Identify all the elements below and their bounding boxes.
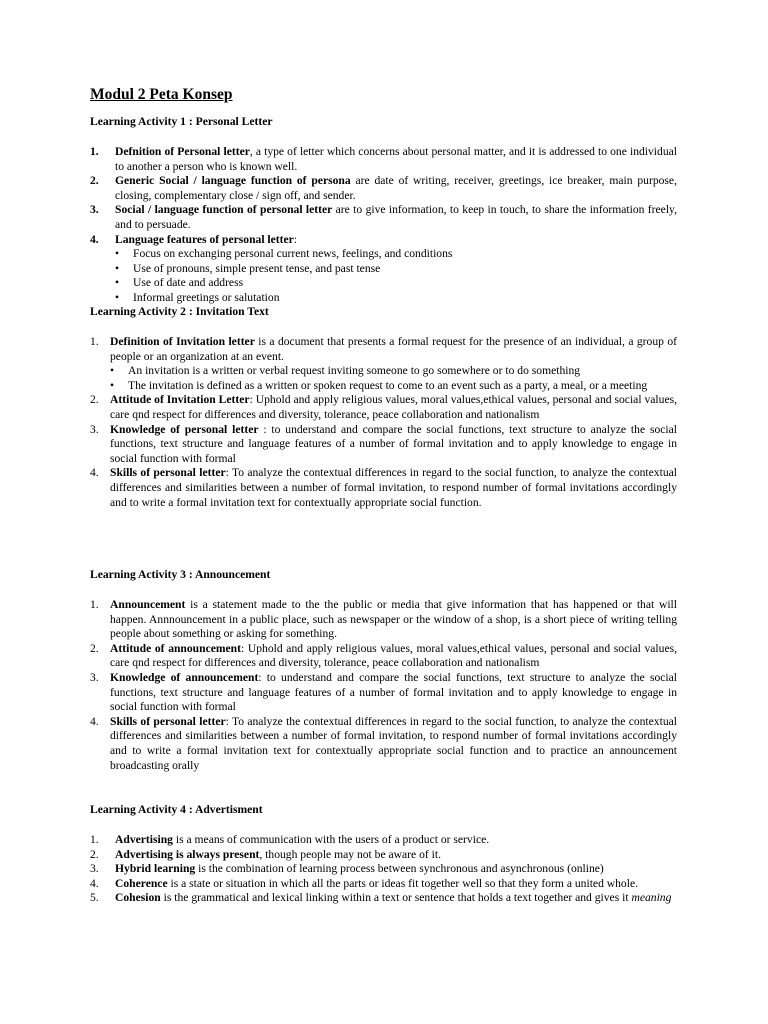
item-term: Generic Social / language function of persona xyxy=(115,174,351,188)
list-item xyxy=(90,335,677,393)
item-term: Cohesion xyxy=(115,891,161,905)
list-item xyxy=(90,203,677,232)
item-number: 1. xyxy=(90,145,99,158)
list-item xyxy=(90,877,677,892)
list-item xyxy=(90,715,677,773)
item-term: Coherence xyxy=(115,876,168,890)
section-heading-la4: Learning Activity 4 : Advertisment xyxy=(90,803,263,816)
bullet-icon: • xyxy=(110,364,115,378)
bullet-list xyxy=(110,364,677,393)
bullet-icon: • xyxy=(115,276,120,290)
page-title: Modul 2 Peta Konsep xyxy=(90,86,233,103)
item-emphasis: meaning xyxy=(631,891,672,905)
item-term: Social / language function of personal letter xyxy=(115,203,333,217)
item-term: Language features of personal letter xyxy=(115,232,294,246)
item-number: 3. xyxy=(90,862,99,876)
item-text: : to understand and compare the social functions, text structure to analyze the social functions, text structure and language features of a number of formal invitation and to apply knowledge to engage in social function with formal xyxy=(110,422,677,465)
item-term: Advertising xyxy=(115,833,173,846)
list-item xyxy=(90,423,677,467)
item-number: 4. xyxy=(90,232,99,246)
list-item xyxy=(90,598,677,642)
la2-list xyxy=(90,335,677,510)
list-item xyxy=(90,174,677,203)
item-number: 2. xyxy=(90,847,99,861)
item-text: is the grammatical and lexical linking within a text or sentence that holds a text together and gives it xyxy=(160,891,632,905)
item-number: 3. xyxy=(90,670,99,684)
bullet-item: • Use of pronouns, simple present tense, and past tense xyxy=(115,261,381,275)
list-item xyxy=(90,466,677,510)
item-number: 4. xyxy=(90,876,99,890)
bullet-item: • Use of date and address xyxy=(115,276,244,290)
list-item xyxy=(90,862,677,877)
section-heading-la2: Learning Activity 2 : Invitation Text xyxy=(90,305,269,318)
item-text: : xyxy=(293,232,298,246)
item-term: Knowledge of personal letter xyxy=(110,422,259,436)
bullet-icon: • xyxy=(110,378,115,392)
la1-list xyxy=(90,145,677,306)
item-text: is a state or situation in which all the parts or ideas fit together well so that they form a united whole. xyxy=(167,876,638,890)
item-number: 4. xyxy=(90,466,99,480)
item-number: 1. xyxy=(90,335,99,348)
bullet-item: • An invitation is a written or verbal request inviting someone to go somewhere or to do something xyxy=(110,364,581,378)
list-item xyxy=(90,642,677,671)
bullet-item: • The invitation is defined as a written or spoken request to come to an event such as a party, a meal, or a meeting xyxy=(110,378,648,392)
item-number: 2. xyxy=(90,174,99,188)
item-text: , a type of letter which concerns about personal matter, and it is addressed to one individual to another a person who is known well. xyxy=(115,145,677,173)
item-text: are date of writing, receiver, greetings, ice breaker, main purpose, closing, complementary close / sign off, and sender. xyxy=(115,174,677,202)
list-item xyxy=(90,393,677,422)
la3-list xyxy=(90,598,677,773)
bullet-item: • Informal greetings or salutation xyxy=(115,290,280,304)
item-number: 3. xyxy=(90,422,99,436)
item-text: : To analyze the contextual differences in regard to the social function, to analyze the contextual differences and similarities between a number of formal invitation, to respond number of formal invitations accordingly and to write a formal invitation text for contextually appropriate social function and to practice an announcement broadcasting orally xyxy=(110,714,677,772)
item-term: Knowledge of announcement xyxy=(110,670,259,684)
item-number: 5. xyxy=(90,891,99,905)
item-text: : Uphold and apply religious values, moral values,ethical values, personal and social values, care qnd respect for differences and diversity, tolerance, peace collaboration and nationalism xyxy=(110,641,677,670)
item-term: Attitude of announcement xyxy=(110,641,241,655)
item-number: 1. xyxy=(90,833,99,846)
item-text: : To analyze the contextual differences in regard to the social function, to analyze the contextual differences and similarities between a number of formal invitation, to respond number of formal invitations accordingly and to write a formal invitation text for contextually appropriate social function. xyxy=(110,466,677,509)
list-item xyxy=(90,848,677,863)
la4-list xyxy=(90,833,677,906)
item-term: Announcement xyxy=(110,598,186,611)
bullet-icon: • xyxy=(115,261,120,275)
bullet-icon: • xyxy=(115,247,120,261)
item-term: Skills of personal letter xyxy=(110,714,226,728)
item-number: 2. xyxy=(90,393,99,407)
item-text: : Uphold and apply religious values, moral values,ethical values, personal and social values, care qnd respect for differences and diversity, tolerance, peace collaboration and nationalism xyxy=(110,393,677,421)
item-term: Hybrid learning xyxy=(115,862,196,876)
item-text: is a document that presents a formal request for the presence of an individual, a group of people or an organization at an event. xyxy=(110,335,677,363)
list-item xyxy=(90,145,677,174)
item-term: Advertising is always present xyxy=(115,847,260,861)
item-text: : to understand and compare the social functions, text structure to analyze the social functions, text structure and language features of a number of formal invitation and to apply knowledge to engage in social function with formal xyxy=(110,670,678,714)
item-text: are to give information, to keep in touch, to share the information freely, and to persuade. xyxy=(115,203,677,231)
item-text: is a means of communication with the users of a product or service. xyxy=(172,833,490,846)
item-term: Defnition of Personal letter xyxy=(115,145,250,158)
item-text: , though people may not be aware of it. xyxy=(259,847,441,861)
item-number: 4. xyxy=(90,714,99,728)
item-term: Definition of Invitation letter xyxy=(110,335,255,348)
item-term: Skills of personal letter xyxy=(110,466,226,480)
section-heading-la3: Learning Activity 3 : Announcement xyxy=(90,568,271,581)
list-item xyxy=(90,671,677,715)
item-number: 1. xyxy=(90,598,99,611)
bullet-list xyxy=(115,247,677,305)
list-item xyxy=(90,891,677,906)
bullet-icon: • xyxy=(115,290,120,304)
bullet-item: • Focus on exchanging personal current news, feelings, and conditions xyxy=(115,247,453,261)
list-item xyxy=(90,233,677,306)
item-text: is a statement made to the the public or media that give information that has happened or that will happen. Annnouncement in a public place, such as newspaper or the window of a shop, is a short piece of writing telling people about something or asking for something. xyxy=(110,598,677,641)
list-item xyxy=(90,833,677,848)
item-text: is the combination of learning process between synchronous and asynchronous (online) xyxy=(195,862,604,876)
item-number: 3. xyxy=(90,203,99,217)
section-heading-la1: Learning Activity 1 : Personal Letter xyxy=(90,115,273,128)
item-term: Attitude of Invitation Letter xyxy=(110,393,250,407)
item-number: 2. xyxy=(90,641,99,655)
